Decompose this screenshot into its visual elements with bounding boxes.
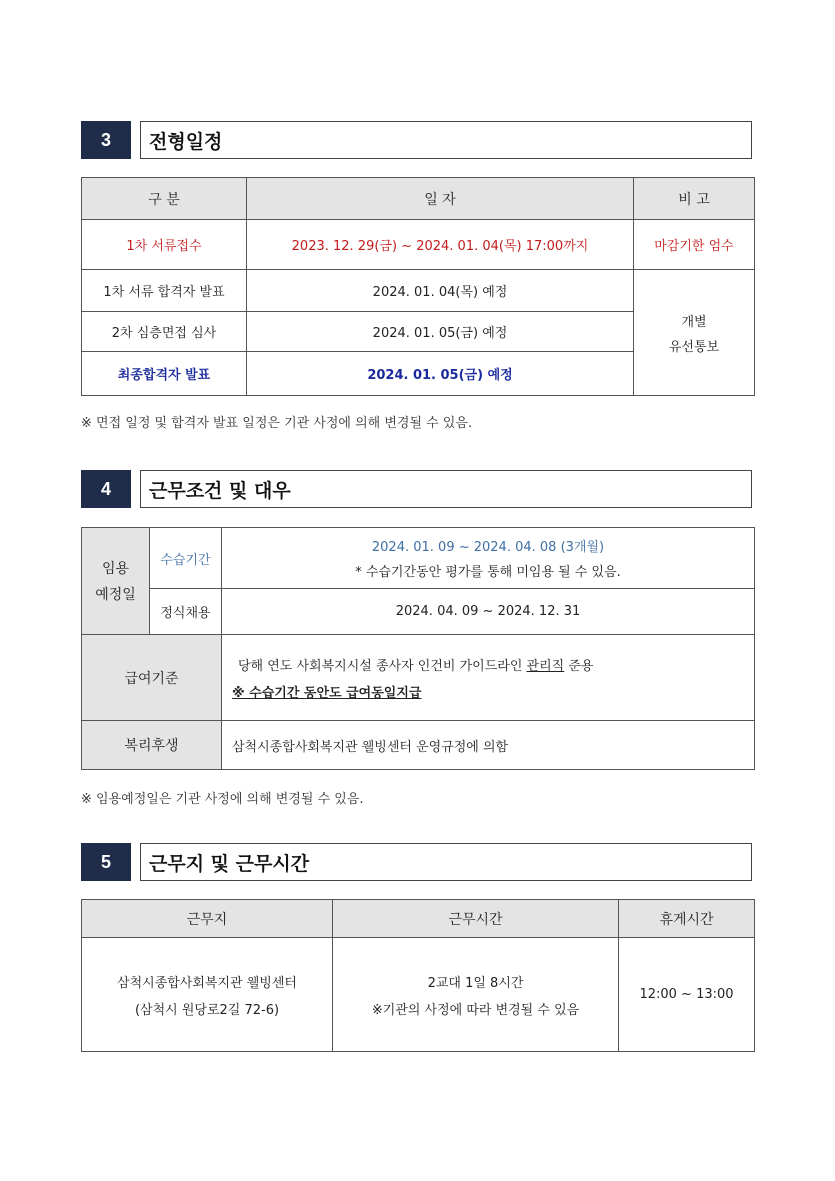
salary-cell bbox=[222, 635, 755, 721]
work-hours-cell bbox=[333, 938, 619, 1052]
remark-line: 개별 bbox=[681, 314, 707, 330]
probation-cell bbox=[222, 528, 755, 589]
regular-period: 2024. 04. 09 ~ 2024. 12. 31 bbox=[222, 589, 755, 635]
section-number: 3 bbox=[81, 121, 131, 159]
work-hours-line: ※기관의 사정에 따라 변경될 수 있음 bbox=[371, 1002, 580, 1018]
row-label: 2차 심층면접 심사 bbox=[82, 312, 247, 352]
workplace-table bbox=[81, 899, 755, 1052]
regular-label: 정식채용 bbox=[150, 589, 222, 635]
welfare-label: 복리후생 bbox=[82, 721, 222, 770]
conditions-note: ※ 임용예정일은 기관 사정에 의해 변경될 수 있음. bbox=[81, 792, 364, 807]
section-4-header bbox=[81, 470, 752, 508]
workplace-line: 삼척시종합사회복지관 웰빙센터 bbox=[117, 975, 297, 991]
salary-note: ※ 수습기간 동안도 급여동일지급 bbox=[232, 685, 422, 701]
section-3-header bbox=[81, 121, 752, 159]
salary-label: 급여기준 bbox=[82, 635, 222, 721]
row-date: 2024. 01. 04(목) 예정 bbox=[247, 270, 634, 312]
welfare-value: 삼척시종합사회복지관 웰빙센터 운영규정에 의함 bbox=[222, 721, 755, 770]
row-label: 1차 서류 합격자 발표 bbox=[82, 270, 247, 312]
schedule-note: ※ 면접 일정 및 합격자 발표 일정은 기관 사정에 의해 변경될 수 있음. bbox=[81, 416, 473, 431]
row-label: 1차 서류접수 bbox=[82, 220, 247, 270]
row-remark: 마감기한 엄수 bbox=[634, 220, 755, 270]
salary-text: 준용 bbox=[564, 658, 594, 674]
appoint-label-line: 예정일 bbox=[95, 587, 136, 603]
workplace-cell bbox=[82, 938, 333, 1052]
salary-text-underlined: 관리직 bbox=[526, 658, 565, 674]
remark-line: 유선통보 bbox=[668, 339, 720, 355]
probation-label: 수습기간 bbox=[150, 528, 222, 589]
salary-text: 당해 연도 사회복지시설 종사자 인건비 가이드라인 bbox=[238, 658, 527, 674]
section-5-header bbox=[81, 843, 752, 881]
header-break-time: 휴게시간 bbox=[619, 900, 755, 938]
row-date: 2023. 12. 29(금) ~ 2024. 01. 04(목) 17:00까지 bbox=[247, 220, 634, 270]
salary-line bbox=[232, 655, 754, 674]
section-title: 근무조건 및 대우 bbox=[140, 470, 752, 508]
header-date: 일 자 bbox=[247, 178, 634, 220]
table-row bbox=[82, 220, 755, 270]
appoint-label-line: 임용 bbox=[101, 561, 130, 577]
section-title: 전형일정 bbox=[140, 121, 752, 159]
conditions-table bbox=[81, 527, 755, 770]
work-hours-line: 2교대 1일 8시간 bbox=[427, 975, 524, 991]
appoint-label bbox=[82, 528, 150, 635]
probation-period: 2024. 01. 09 ~ 2024. 04. 08 (3개월) bbox=[371, 540, 605, 555]
section-title: 근무지 및 근무시간 bbox=[140, 843, 752, 881]
probation-note: * 수습기간동안 평가를 통해 미임용 될 수 있음. bbox=[355, 565, 621, 580]
section-number: 5 bbox=[81, 843, 131, 881]
header-remark: 비 고 bbox=[634, 178, 755, 220]
section-number: 4 bbox=[81, 470, 131, 508]
header-work-hours: 근무시간 bbox=[333, 900, 619, 938]
remark-group bbox=[634, 270, 755, 396]
row-date: 2024. 01. 05(금) 예정 bbox=[247, 312, 634, 352]
break-time: 12:00 ~ 13:00 bbox=[619, 938, 755, 1052]
schedule-table bbox=[81, 177, 755, 396]
header-workplace: 근무지 bbox=[82, 900, 333, 938]
row-label: 최종합격자 발표 bbox=[82, 352, 247, 396]
row-date: 2024. 01. 05(금) 예정 bbox=[247, 352, 634, 396]
workplace-line: (삼척시 원당로2길 72-6) bbox=[134, 1002, 280, 1018]
header-category: 구 분 bbox=[82, 178, 247, 220]
table-row bbox=[82, 270, 755, 312]
table-row bbox=[82, 938, 755, 1052]
